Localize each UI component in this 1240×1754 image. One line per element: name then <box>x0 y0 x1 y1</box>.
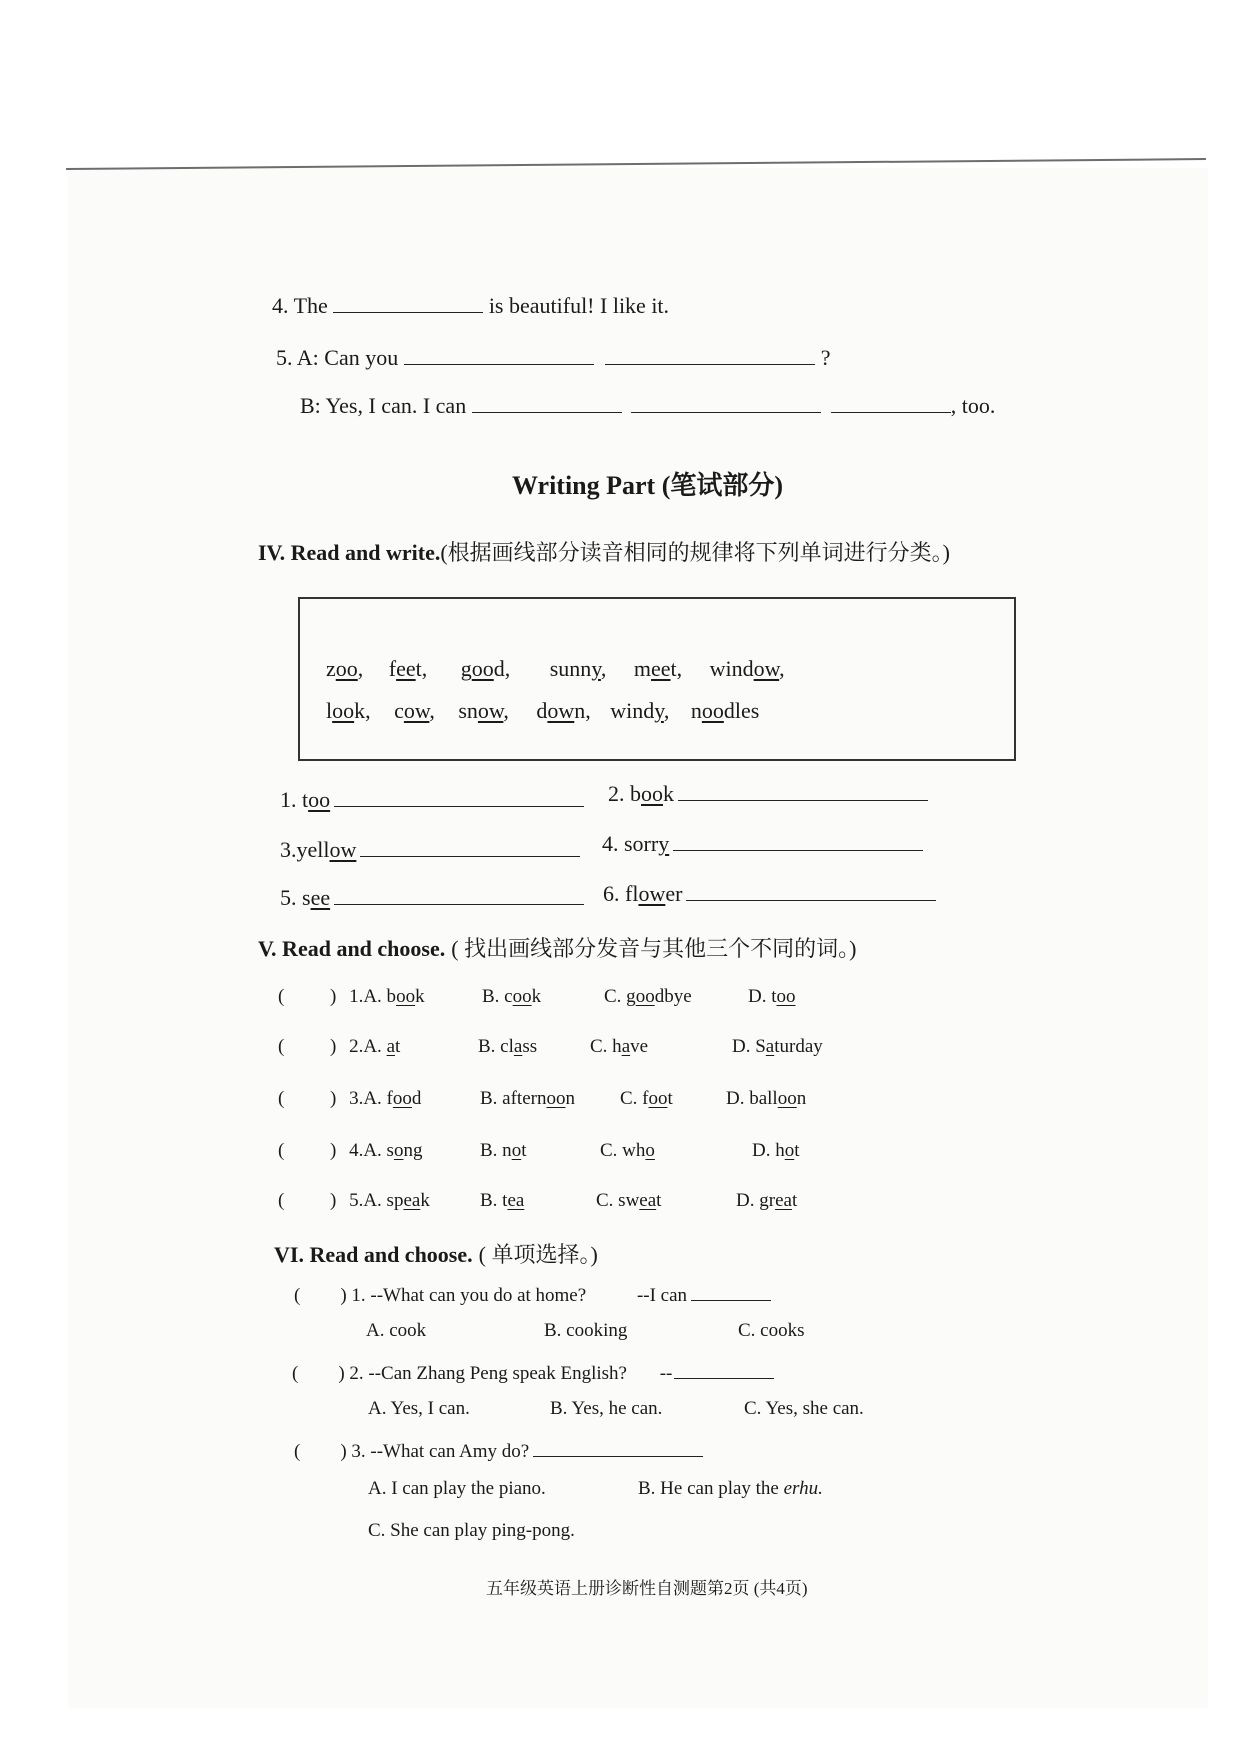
q5b-blank-1[interactable] <box>472 392 622 413</box>
vi-q1-option-b[interactable]: B. cooking <box>544 1320 628 1341</box>
vi-q2-option-c[interactable]: C. Yes, she can. <box>744 1398 864 1419</box>
word-good: good, <box>460 656 511 681</box>
vi-question-1: ( ) 1. --What can you do at home? --I can <box>294 1280 771 1307</box>
word-box-row-2 <box>326 698 759 724</box>
word-window: window, <box>709 656 785 681</box>
vi-q1-option-c[interactable]: C. cooks <box>738 1320 805 1341</box>
section-5-heading: V. Read and choose. ( 找出画线部分发音与其他三个不同的词。) <box>258 936 857 961</box>
section-6-heading: VI. Read and choose. ( 单项选择。) <box>274 1242 598 1267</box>
word-noodles: noodles <box>690 698 760 723</box>
q5b-line: B: Yes, I can. I can , too. <box>300 393 996 418</box>
v-question-1: ( ) 1.A. book B. cook C. goodbye D. too <box>278 986 796 1007</box>
v-question-4: ( ) 4.A. song B. not C. who D. hot <box>278 1140 800 1161</box>
iv-blank-5[interactable] <box>334 884 584 905</box>
word-cow: cow, <box>394 698 435 723</box>
vi-q3-option-a[interactable]: A. I can play the piano. <box>368 1478 546 1499</box>
word-sunny: sunny, <box>549 656 607 681</box>
vi-q2-option-a[interactable]: A. Yes, I can. <box>368 1398 470 1419</box>
vi-q2-option-b[interactable]: B. Yes, he can. <box>550 1398 663 1419</box>
iv-item-1: 1. too <box>280 786 584 813</box>
v-question-5: ( ) 5.A. speak B. tea C. sweat D. great <box>278 1190 798 1211</box>
iv-blank-2[interactable] <box>678 780 928 801</box>
page-footer: 五年级英语上册诊断性自测题第2页 (共4页) <box>486 1579 808 1598</box>
word-meet: meet, <box>633 656 683 681</box>
q5a-line: 5. A: Can you ? <box>276 345 831 370</box>
word-box-row-1 <box>326 656 785 682</box>
iv-item-2: 2. book <box>608 780 928 807</box>
word-zoo: zoo, <box>326 656 364 681</box>
vi-q2-options <box>368 1398 864 1420</box>
word-down: down, <box>536 698 591 723</box>
vi-question-2: ( ) 2. --Can Zhang Peng speak English? -- <box>292 1358 774 1385</box>
vi-q1-option-a[interactable]: A. cook <box>366 1320 427 1341</box>
vi-q1-blank[interactable] <box>691 1280 771 1301</box>
iv-item-5: 5. see <box>280 884 584 911</box>
iv-item-4: 4. sorry <box>602 830 923 857</box>
word-feet: feet, <box>388 656 428 681</box>
iv-blank-4[interactable] <box>673 830 923 851</box>
iv-item-3: 3.yellow <box>280 836 580 863</box>
vi-q3-option-c[interactable]: C. She can play ping-pong. <box>368 1520 575 1541</box>
q4-line: 4. The is beautiful! I like it. <box>272 293 670 318</box>
q4-blank[interactable] <box>333 292 483 313</box>
iv-blank-6[interactable] <box>686 880 936 901</box>
writing-part-title: Writing Part (笔试部分) <box>512 471 784 500</box>
word-snow: snow, <box>458 698 509 723</box>
v-question-3: ( ) 3.A. food B. afternoon C. foot D. balloon <box>278 1088 807 1109</box>
vi-q3-options-row-1 <box>368 1478 823 1500</box>
iv-item-6: 6. flower <box>603 880 936 907</box>
q5b-blank-3[interactable] <box>831 392 951 413</box>
vi-q3-options-row-2 <box>368 1520 575 1542</box>
vi-q3-option-b[interactable]: B. He can play the erhu. <box>638 1478 823 1499</box>
vi-q2-blank[interactable] <box>674 1358 774 1379</box>
section-4-heading: IV. Read and write.(根据画线部分读音相同的规律将下列单词进行分类。) <box>258 540 950 565</box>
word-windy: windy, <box>610 698 670 723</box>
q5a-blank-2[interactable] <box>605 344 815 365</box>
q5b-blank-2[interactable] <box>631 392 821 413</box>
vi-question-3: ( ) 3. --What can Amy do? <box>294 1436 703 1463</box>
word-look: look, <box>326 698 371 723</box>
iv-blank-1[interactable] <box>334 786 584 807</box>
iv-blank-3[interactable] <box>360 836 580 857</box>
vi-q1-options <box>366 1320 805 1342</box>
v-question-2: ( ) 2.A. at B. class C. have D. Saturday <box>278 1036 823 1057</box>
q5a-blank-1[interactable] <box>404 344 594 365</box>
vi-q3-blank[interactable] <box>533 1436 703 1457</box>
